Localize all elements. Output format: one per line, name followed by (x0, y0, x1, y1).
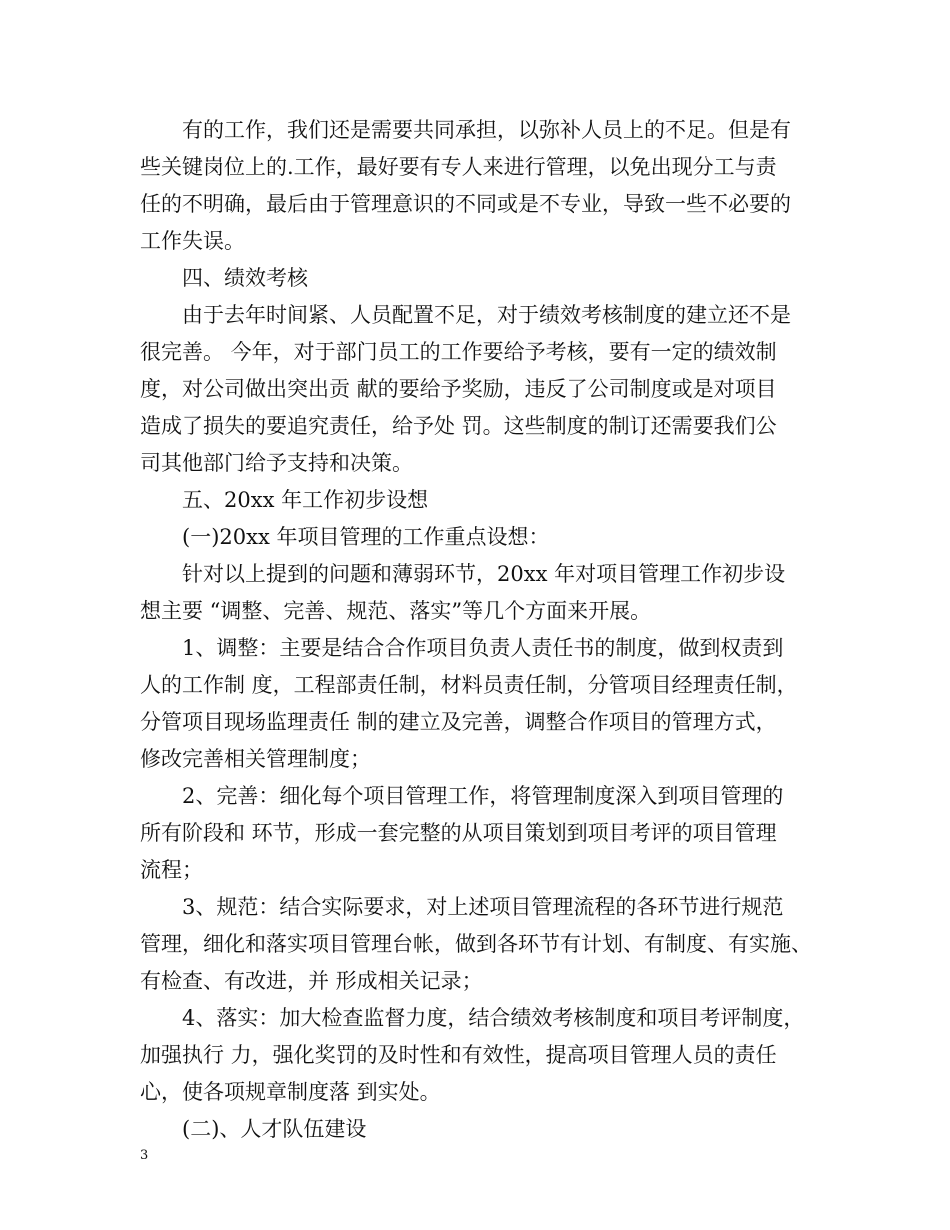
section-heading: 四、绩效考核 (140, 266, 308, 290)
text-line: 管理，细化和落实项目管理台帐，做到各环节有计划、有制度、有实施、 (140, 932, 812, 956)
text-line: 司其他部门给予支持和决策。 (140, 451, 413, 475)
list-item-line: 4、落实：加大检查监督力度，结合绩效考核制度和项目考评制度， (140, 1006, 805, 1030)
text-line: 人的工作制 度，工程部责任制，材料员责任制，分管项目经理责任制， (140, 673, 798, 697)
text-line: 所有阶段和 环节，形成一套完整的从项目策划到项目考评的项目管理 (140, 821, 777, 845)
list-item-line: 1、调整：主要是结合合作项目负责人责任书的制度，做到权责到 (140, 636, 784, 660)
subsection-heading: (一)20xx 年项目管理的工作重点设想： (140, 525, 550, 549)
text-line: 心，使各项规章制度落 到实处。 (140, 1080, 441, 1104)
text-line: 修改完善相关管理制度； (140, 747, 371, 771)
text-line: 很完善。 今年，对于部门员工的工作要给予考核，要有一定的绩效制 (140, 340, 777, 364)
text-line: 加强执行 力，强化奖罚的及时性和有效性，提高项目管理人员的责任 (140, 1043, 777, 1067)
text-line: 有的工作，我们还是需要共同承担，以弥补人员上的不足。但是有 (140, 118, 791, 142)
text-line: 流程； (140, 858, 203, 882)
text-line: 分管项目现场监理责任 制的建立及完善，调整合作项目的管理方式， (140, 710, 777, 734)
text-line: 想主要 “调整、完善、规范、落实”等几个方面来开展。 (140, 599, 652, 623)
text-line: 工作失误。 (140, 229, 245, 253)
text-line: 针对以上提到的问题和薄弱环节，20xx 年对项目管理工作初步设 (140, 562, 786, 586)
text-line: 造成了损失的要追究责任，给予处 罚。这些制度的制订还需要我们公 (140, 414, 777, 438)
text-line: 些关键岗位上的.工作，最好要有专人来进行管理，以免出现分工与责 (140, 155, 777, 179)
section-heading: 五、20xx 年工作初步设想 (140, 488, 429, 512)
page-number: 3 (140, 1148, 149, 1163)
subsection-heading: (二)、人才队伍建设 (140, 1117, 367, 1141)
list-item-line: 2、完善：细化每个项目管理工作，将管理制度深入到项目管理的 (140, 784, 784, 808)
text-line: 任的不明确，最后由于管理意识的不同或是不专业，导致一些不必要的 (140, 192, 791, 216)
list-item-line: 3、规范：结合实际要求，对上述项目管理流程的各环节进行规范 (140, 895, 784, 919)
text-line: 有检查、有改进，并 形成相关记录； (140, 969, 483, 993)
text-line: 由于去年时间紧、人员配置不足，对于绩效考核制度的建立还不是 (140, 303, 791, 327)
text-line: 度，对公司做出突出贡 献的要给予奖励，违反了公司制度或是对项目 (140, 377, 777, 401)
